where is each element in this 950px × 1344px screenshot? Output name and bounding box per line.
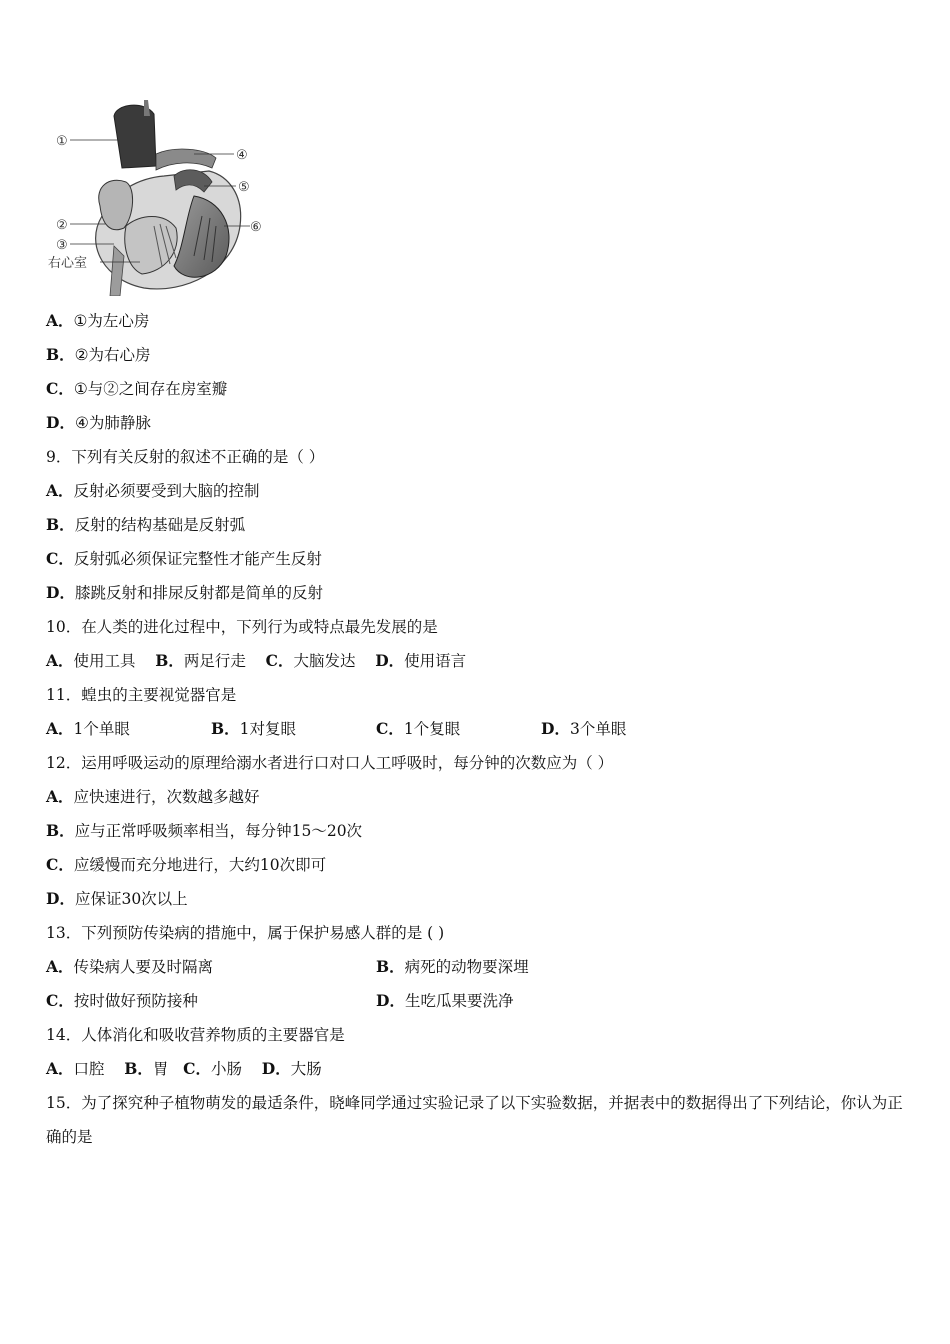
q9-option-b: B．反射的结构基础是反射弧 [46, 515, 246, 534]
q13-option-a: A．传染病人要及时隔离 [46, 957, 214, 976]
label-1: ① [56, 134, 68, 149]
q11-stem: 11．蝗虫的主要视觉器官是 [46, 686, 237, 704]
q11-option-b: B．1对复眼 [211, 719, 296, 738]
q15-stem: 15．为了探究种子植物萌发的最适条件，晓峰同学通过实验记录了以下实验数据，并据表中的数据得出了下列结论，你认为正确的是 [46, 1094, 903, 1146]
heart-diagram [44, 96, 270, 296]
label-6: ⑥ [250, 220, 262, 235]
q12-option-b: B．应与正常呼吸频率相当，每分钟15～20次 [46, 821, 363, 840]
q9-stem: 9．下列有关反射的叙述不正确的是（ ） [46, 448, 325, 466]
q9-option-c: C．反射弧必须保证完整性才能产生反射 [46, 549, 322, 568]
q13-option-b: B．病死的动物要深埋 [376, 957, 529, 976]
label-3: ③ [56, 238, 68, 253]
q11-option-a: A．1个单眼 [46, 719, 130, 738]
q14-stem: 14．人体消化和吸收营养物质的主要器官是 [46, 1026, 345, 1044]
q8-option-c: C．①与②之间存在房室瓣 [46, 379, 228, 398]
label-4: ④ [236, 148, 248, 163]
q12-stem: 12．运用呼吸运动的原理给溺水者进行口对口人工呼吸时，每分钟的次数应为（ ） [46, 754, 614, 772]
q9-option-a: A．反射必须要受到大脑的控制 [46, 481, 260, 500]
q13-stem: 13．下列预防传染病的措施中，属于保护易感人群的是 ( ) [46, 924, 445, 942]
q12-option-a: A．应快速进行，次数越多越好 [46, 787, 260, 806]
figure-caption: 右心室 [48, 256, 88, 271]
q13-option-d: D．生吃瓜果要洗净 [376, 991, 514, 1010]
q11-option-d: D．3个单眼 [541, 719, 627, 738]
q8-option-d: D．④为肺静脉 [46, 413, 151, 432]
q8-option-a: A．①为左心房 [46, 311, 150, 330]
q12-option-d: D．应保证30次以上 [46, 889, 188, 908]
q8-option-b: B．②为右心房 [46, 345, 151, 364]
q14-options: A．口腔 B．胃 C．小肠 D．大肠 [46, 1059, 322, 1078]
q11-option-c: C．1个复眼 [376, 719, 461, 738]
q13-option-c: C．按时做好预防接种 [46, 991, 198, 1010]
q9-option-d: D．膝跳反射和排尿反射都是简单的反射 [46, 583, 323, 602]
q12-option-c: C．应缓慢而充分地进行，大约10次即可 [46, 855, 327, 874]
q10-options: A．使用工具 B．两足行走 C．大脑发达 D．使用语言 [46, 651, 467, 670]
label-5: ⑤ [238, 180, 250, 195]
label-2: ② [56, 218, 68, 233]
q10-stem: 10．在人类的进化过程中，下列行为或特点最先发展的是 [46, 618, 438, 636]
